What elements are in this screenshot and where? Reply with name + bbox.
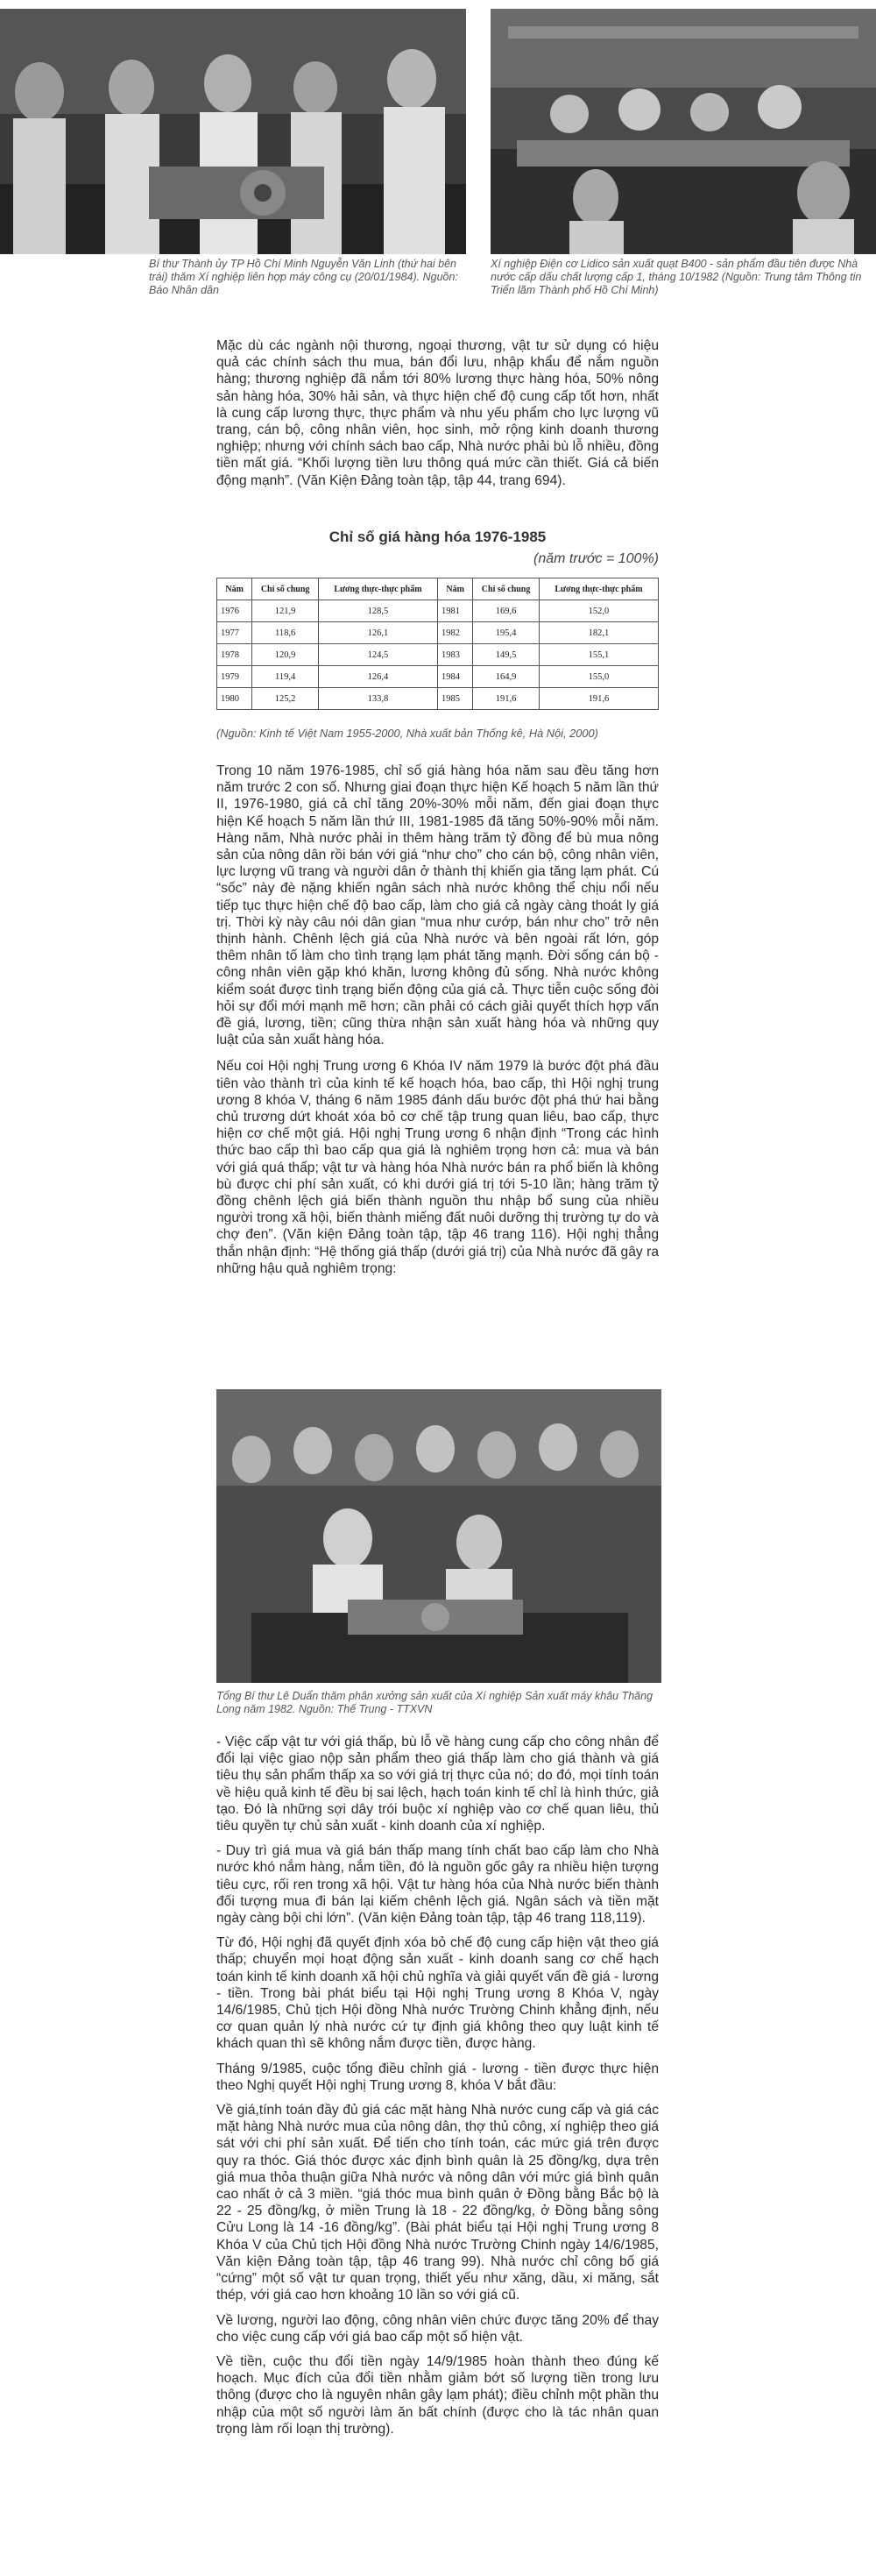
cell: 126,4 xyxy=(318,666,437,688)
cell: 155,0 xyxy=(539,666,658,688)
cell: 124,5 xyxy=(318,644,437,666)
caption-middle: Tổng Bí thư Lê Duẩn thăm phân xưởng sản xuất của Xí nghiệp Sản xuất máy khâu Thăng Long năm 1982. Nguồn: Thế Trung - TTXVN xyxy=(216,1690,653,1715)
cell: 128,5 xyxy=(318,600,437,622)
header-year: Năm xyxy=(217,578,252,600)
cell: 1981 xyxy=(437,600,472,622)
header-general-index: Chỉ số chung xyxy=(252,578,319,600)
photo-machine-tool-visit xyxy=(0,9,466,254)
cell: 125,2 xyxy=(252,688,319,710)
cell: 1976 xyxy=(217,600,252,622)
price-index-table xyxy=(216,578,659,710)
paragraph: Trong 10 năm 1976-1985, chỉ số giá hàng hóa năm sau đều tăng hơn năm trước 2 con số. Nhưng giai đoạn thực hiện Kế hoạch 5 năm lần thứ II, 1976-1980, giá cả chỉ tăng 20%-30% mỗi năm, đến giai đoạn thực hiện Kế hoạch 5 năm lần thứ III, 1981-1985 đã tăng 50%-90% mỗi năm. Hàng năm, Nhà nước phải in thêm hàng trăm tỷ đồng để bù mua nông sản của nông dân rồi bán với giá “như cho” cho cán bộ, công nhân viên, lực lượng vũ trang và người dân ở thành thị khiến gia tăng lạm phát. Cú “sốc” này đè nặng khiến ngân sách nhà nước không thể chịu nổi nếu tiếp tục thực hiện chế độ bao cấp, làm cho giá cả ngày càng thoát ly giá trị. Thời kỳ này câu nói dân gian “mua như cướp, bán như cho” trở nên thịnh hành. Chênh lệch giá của Nhà nước và bên ngoài rất lớn, góp thêm nhân tố làm cho tình trạng lạm phát tăng mạnh. Đời sống cán bộ - công nhân viên gặp khó khăn, lương không đủ sống. Nhà nước không kiểm soát được tình trạng biến động của giá cả. Thực tiễn cuộc sống đòi hỏi sự đổi mới mạnh mẽ hơn; cần phải có cách giải quyết thích hợp vấn đề giá, lương, tiền; cũng thừa nhận sản xuất hàng hóa và những quy luật của sản xuất hàng hóa. xyxy=(216,763,659,1048)
paragraph: Về tiền, cuộc thu đổi tiền ngày 14/9/1985 hoàn thành theo đúng kế hoạch. Mục đích của đổi tiền nhằm giảm bớt số lượng tiền trong lưu thông (được cho là nguyên nhân gây lạm phát); điều chỉnh một phần thu nhập của một số người làm ăn bất chính (được cho là tác nhân quan trọng làm rối loạn thị trường). xyxy=(216,2353,659,2437)
cell: 1980 xyxy=(217,688,252,710)
cell: 1979 xyxy=(217,666,252,688)
photo-lidico-factory xyxy=(491,9,876,254)
photo-le-duan-visit xyxy=(216,1389,661,1683)
header-general-index: Chỉ số chung xyxy=(473,578,540,600)
cell: 191,6 xyxy=(473,688,540,710)
cell: 164,9 xyxy=(473,666,540,688)
table-row xyxy=(217,644,659,666)
table-unit: (năm trước = 100%) xyxy=(533,551,659,566)
cell: 152,0 xyxy=(539,600,658,622)
cell: 1985 xyxy=(437,688,472,710)
cell: 126,1 xyxy=(318,622,437,644)
paragraph: - Duy trì giá mua và giá bán thấp mang tính chất bao cấp làm cho Nhà nước khó nắm hàng, nắm tiền, đó là nguồn gốc gây ra nhiều hiện tượng tiêu cực, rối ren trong xã hội. Vật tư hàng hóa của Nhà nước biến thành đối tượng mua đi bán lại kiếm chênh lệch giá. Ngân sách và tiền mặt ngày càng bội chi lớn”. (Văn kiện Đảng toàn tập, tập 46 trang 118,119). xyxy=(216,1843,659,1927)
cell: 149,5 xyxy=(473,644,540,666)
paragraph: Từ đó, Hội nghị đã quyết định xóa bỏ chế độ cung cấp hiện vật theo giá thấp; chuyển mọi hoạt động sản xuất - kinh doanh sang cơ chế hạch toán kinh tế kinh doanh xã hội chủ nghĩa và giải quyết vấn đề giá - lương - tiền. Trong bài phát biểu tại Hội nghị Trung ương 8 Khóa V, ngày 14/6/1985, Chủ tịch Hội đồng Nhà nước Trường Chinh khẳng định, nếu cơ quan quản lý nhà nước cứ tự định giá không theo quy luật kinh tế khách quan thì sẽ không nắm được tiền, được hàng. xyxy=(216,1935,659,2052)
header-food-index: Lương thực-thực phẩm xyxy=(318,578,437,600)
cell: 1984 xyxy=(437,666,472,688)
text-block-2 xyxy=(216,763,659,1277)
cell: 1982 xyxy=(437,622,472,644)
cell: 121,9 xyxy=(252,600,319,622)
paragraph: Về giá,tính toán đầy đủ giá các mặt hàng Nhà nước cung cấp và giá các mặt hàng Nhà nước mua của nông dân, thợ thủ công, xí nghiệp theo giá sát với chi phí sản xuất. Để tiến cho tính toán, các mức giá trên được quy ra thóc. Giá thóc được xác định bình quân là 25 đồng/kg, dựa trên giá mua thỏa thuận giữa Nhà nước và nông dân với mức giá bình quân cao nhất ở cả 3 miền. “giá thóc mua bình quân ở Đồng bằng Bắc bộ là 22 - 25 đồng/kg, ở miền Trung là 18 - 22 đồng/kg, ở Đồng bằng sông Cửu Long là 14 -16 đồng/kg”. (Bài phát biểu tại Hội nghị Trung ương 8 Khóa V của Chủ tịch Hội đồng Nhà nước Trường Chinh ngày 14/6/1985, Văn kiện Đảng toàn tập, tập 46 trang 99). Nhà nước chỉ công bố giá “cứng” một số vật tư quan trọng, thiết yếu như xăng, dầu, xi măng, sắt thép, với giá cao hơn khoảng 10 lần so với giá cũ. xyxy=(216,2103,659,2303)
cell: 133,8 xyxy=(318,688,437,710)
cell: 118,6 xyxy=(252,622,319,644)
cell: 1977 xyxy=(217,622,252,644)
table-row xyxy=(217,600,659,622)
header-food-index: Lương thực-thực phẩm xyxy=(539,578,658,600)
paragraph: Về lương, người lao động, công nhân viên chức được tăng 20% để thay cho việc cung cấp với giá bao cấp một số hiện vật. xyxy=(216,2312,659,2345)
caption-top-right: Xí nghiệp Điện cơ Lidico sản xuất quạt B400 - sản phẩm đầu tiên được Nhà nước cấp dấu chất lượng cấp 1, tháng 10/1982 (Nguồn: Trung tâm Thông tin Triển lãm Thành phố Hồ Chí Minh) xyxy=(491,258,862,296)
cell: 195,4 xyxy=(473,622,540,644)
text-block-1 xyxy=(216,337,659,489)
paragraph: Mặc dù các ngành nội thương, ngoại thương, vật tư sử dụng có hiệu quả các chính sách thu mua, bán đổi lưu, nhập khẩu để nắm nguồn hàng; thương nghiệp đã nắm tới 80% lương thực hàng hóa, 50% nông sản hàng hóa, 30% hải sản, và thực hiện chế độ cung cấp tốt hơn, nhất là cung cấp lương thực, thực phẩm và nhu yếu phẩm cho lực lượng vũ trang, cán bộ, công nhân viên, học sinh, mở rộng kinh doanh thương nghiệp; nhưng với chính sách bao cấp, Nhà nước phải bù lỗ nhiều, đồng tiền mất giá. “Khối lượng tiền lưu thông quá mức cần thiết. Giá cả biến động mạnh”. (Văn Kiện Đảng toàn tập, tập 44, trang 694). xyxy=(216,338,659,488)
cell: 169,6 xyxy=(473,600,540,622)
table-row xyxy=(217,622,659,644)
paragraph: - Việc cấp vật tư với giá thấp, bù lỗ về hàng cung cấp cho công nhân để đổi lại việc giao nộp sản phẩm theo giá thấp làm cho giá thành và giá tiêu thụ sản phẩm thấp xa so với giá trị thực của nó; do đó, mọi tính toán về hiệu quả kinh tế đều bị sai lệch, hạch toán kinh tế chỉ là hình thức, giả tạo. Đó là những sợi dây trói buộc xí nghiệp vào cơ chế quan liêu, thủ tiêu quyền tự chủ sản xuất - kinh doanh của xí nghiệp. xyxy=(216,1735,659,1834)
cell: 119,4 xyxy=(252,666,319,688)
text-block-3 xyxy=(216,1734,659,2438)
header-year: Năm xyxy=(437,578,472,600)
caption-top-left: Bí thư Thành ủy TP Hồ Chí Minh Nguyễn Văn Linh (thứ hai bên trái) thăm Xí nghiệp liên hợp máy công cụ (20/01/1984). Nguồn: Báo Nhân dân xyxy=(149,258,458,296)
table-source: (Nguồn: Kinh tế Việt Nam 1955-2000, Nhà xuất bản Thống kê, Hà Nội, 2000) xyxy=(216,727,598,740)
cell: 1983 xyxy=(437,644,472,666)
table-row xyxy=(217,688,659,710)
cell: 155,1 xyxy=(539,644,658,666)
table-title: Chỉ số giá hàng hóa 1976-1985 xyxy=(328,529,547,545)
cell: 120,9 xyxy=(252,644,319,666)
cell: 182,1 xyxy=(539,622,658,644)
photo-image xyxy=(216,1389,661,1683)
table-header-row xyxy=(217,578,659,600)
photo-image xyxy=(491,9,876,254)
cell: 191,6 xyxy=(539,688,658,710)
paragraph: Tháng 9/1985, cuộc tổng điều chỉnh giá - lương - tiền được thực hiện theo Nghị quyết Hội nghị Trung ương 8, khóa V bắt đầu: xyxy=(216,2061,659,2093)
paragraph: Nếu coi Hội nghị Trung ương 6 Khóa IV năm 1979 là bước đột phá đầu tiên vào thành trì của kinh tế kế hoạch hóa, bao cấp, thì Hội nghị trung ương 8 khóa V, tháng 6 năm 1985 đánh dấu bước đột phá thứ hai bằng chủ trương dứt khoát xóa bỏ cơ chế tập trung quan liêu, bao cấp, thực hiện cơ chế một giá. Hội nghị Trung ương 6 nhận định “Trong các hình thức bao cấp thì bao cấp qua giá là nghiêm trọng hơn cả: mua và bán với giá quá thấp; vật tư và hàng hóa Nhà nước bán ra phổ biến là không bù được chi phí sản xuất, có khi dưới giá trị tới 5-10 lần; hàng trăm tỷ đồng chênh lệch giá biến thành nguồn thu nhập bổ sung của nhiều người trong xã hội, biến thành miếng đất nuôi dưỡng thị trường tự do và chợ đen”. (Văn kiện Đảng toàn tập, tập 46 trang 116). Hội nghị thẳng thắn nhận định: “Hệ thống giá thấp (dưới giá trị) của Nhà nước đã gây ra những hậu quả nghiêm trọng: xyxy=(216,1059,659,1276)
cell: 1978 xyxy=(217,644,252,666)
photo-image xyxy=(0,9,466,254)
table-row xyxy=(217,666,659,688)
